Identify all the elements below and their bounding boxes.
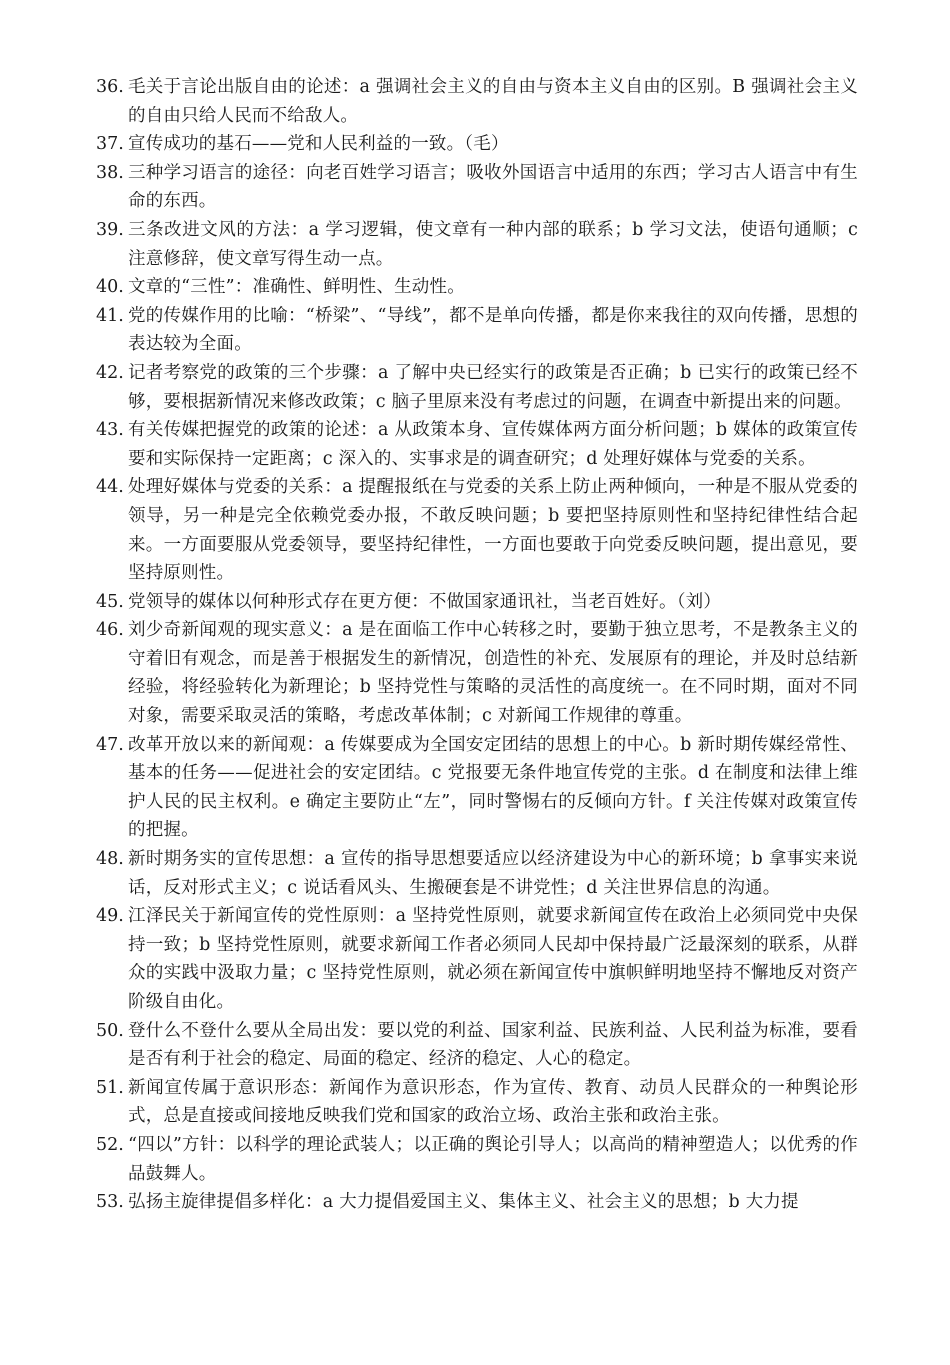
list-item	[96, 159, 858, 216]
item-number: 49.	[96, 906, 124, 927]
item-text: 党领导的媒体以何种形式存在更方便：不做国家通讯社，当老百姓好。（刘）	[128, 591, 722, 612]
item-text: 记者考察党的政策的三个步骤：a 了解中央已经实行的政策是否正确；b 已实行的政策已经不够，要根据新情况来修改政策；c 脑子里原来没有考虑过的问题，在调查中新提出来的问题。	[128, 362, 858, 412]
item-text: 处理好媒体与党委的关系：a 提醒报纸在与党委的关系上防止两种倾向，一种是不服从党委的领导，另一种是完全依赖党委办报，不敢反映问题；b 要把坚持原则性和坚持纪律性结合起来。一方面要服从党委领导，要坚持纪律性，一方面也要敢于向党委反映问题，提出意见，要坚持原则性。	[128, 477, 858, 584]
item-number: 45.	[96, 591, 124, 612]
item-number: 41.	[96, 305, 124, 326]
item-number: 52.	[96, 1134, 124, 1155]
list-item	[96, 1131, 858, 1188]
item-text: 登什么不登什么要从全局出发：要以党的利益、国家利益、民族利益、人民利益为标准，要看是否有利于社会的稳定、局面的稳定、经济的稳定、人心的稳定。	[128, 1020, 858, 1070]
numbered-list	[96, 73, 858, 1217]
list-item	[96, 273, 858, 302]
item-text: 新闻宣传属于意识形态：新闻作为意识形态，作为宣传、教育、动员人民群众的一种舆论形式，总是直接或间接地反映我们党和国家的政治立场、政治主张和政治主张。	[128, 1077, 858, 1127]
item-number: 53.	[96, 1192, 124, 1213]
item-text: 宣传成功的基石——党和人民利益的一致。（毛）	[128, 134, 509, 155]
item-text: 刘少奇新闻观的现实意义：a 是在面临工作中心转移之时，要勤于独立思考，不是教条主义的守着旧有观念，而是善于根据发生的新情况，创造性的补充、发展原有的理论，并及时总结新经验，将经验转化为新理论；b 坚持党性与策略的灵活性的高度统一。在不同时期，面对不同对象，需要采取灵活的策略，考虑改革体制；c 对新闻工作规律的尊重。	[128, 620, 858, 727]
item-number: 43.	[96, 420, 124, 441]
item-number: 46.	[96, 620, 124, 641]
item-number: 38.	[96, 162, 124, 183]
list-item	[96, 130, 858, 159]
list-item	[96, 359, 858, 416]
list-item	[96, 1188, 858, 1217]
item-number: 40.	[96, 277, 124, 298]
item-number: 42.	[96, 362, 124, 383]
list-item	[96, 845, 858, 902]
item-text: “四以”方针：以科学的理论武装人；以正确的舆论引导人；以高尚的精神塑造人；以优秀的作品鼓舞人。	[128, 1134, 858, 1184]
list-item	[96, 616, 858, 730]
list-item	[96, 216, 858, 273]
item-text: 弘扬主旋律提倡多样化：a 大力提倡爱国主义、集体主义、社会主义的思想；b 大力提	[128, 1192, 799, 1213]
item-number: 39.	[96, 219, 124, 240]
list-item	[96, 73, 858, 130]
list-item	[96, 416, 858, 473]
item-text: 三种学习语言的途径：向老百姓学习语言；吸收外国语言中适用的东西；学习古人语言中有生命的东西。	[128, 162, 858, 212]
item-text: 党的传媒作用的比喻：“桥梁”、“导线”，都不是单向传播，都是你来我往的双向传播，思想的表达较为全面。	[128, 305, 858, 355]
item-text: 有关传媒把握党的政策的论述：a 从政策本身、宣传媒体两方面分析问题；b 媒体的政策宣传要和实际保持一定距离；c 深入的、实事求是的调查研究；d 处理好媒体与党委的关系。	[128, 420, 858, 469]
list-item	[96, 588, 858, 617]
list-item	[96, 302, 858, 359]
list-item	[96, 902, 858, 1016]
item-text: 三条改进文风的方法：a 学习逻辑，使文章有一种内部的联系；b 学习文法，使语句通顺；c 注意修辞，使文章写得生动一点。	[128, 219, 858, 269]
page-bottom-crop	[0, 1318, 950, 1365]
item-text: 改革开放以来的新闻观：a 传媒要成为全国安定团结的思想上的中心。b 新时期传媒经常性、基本的任务——促进社会的安定团结。c 党报要无条件地宣传党的主张。d 在制度和法律上维护人民的民主权利。e 确定主要防止“左”，同时警惕右的反倾向方针。f 关注传媒对政策宣传的把握。	[128, 734, 858, 841]
item-text: 新时期务实的宣传思想：a 宣传的指导思想要适应以经济建设为中心的新环境；b 拿事实来说话，反对形式主义；c 说话看风头、生搬硬套是不讲党性；d 关注世界信息的沟通。	[128, 849, 858, 898]
list-item	[96, 473, 858, 587]
item-number: 44.	[96, 477, 124, 498]
item-text: 文章的“三性”：准确性、鲜明性、生动性。	[128, 277, 465, 298]
list-item	[96, 731, 858, 845]
item-number: 47.	[96, 734, 124, 755]
item-number: 48.	[96, 849, 124, 870]
item-number: 36.	[96, 77, 124, 97]
list-item	[96, 1017, 858, 1074]
item-number: 51.	[96, 1077, 124, 1098]
item-number: 50.	[96, 1020, 124, 1041]
item-text: 毛关于言论出版自由的论述：a 强调社会主义的自由与资本主义自由的区别。B 强调社会主义的自由只给人民而不给敌人。	[128, 77, 858, 126]
list-item	[96, 1074, 858, 1131]
item-text: 江泽民关于新闻宣传的党性原则：a 坚持党性原则，就要求新闻宣传在政治上必须同党中央保持一致；b 坚持党性原则，就要求新闻工作者必须同人民却中保持最广泛最深刻的联系，从群众的实践中汲取力量；c 坚持党性原则，就必须在新闻宣传中旗帜鲜明地坚持不懈地反对资产阶级自由化。	[128, 906, 858, 1012]
item-number: 37.	[96, 134, 124, 155]
